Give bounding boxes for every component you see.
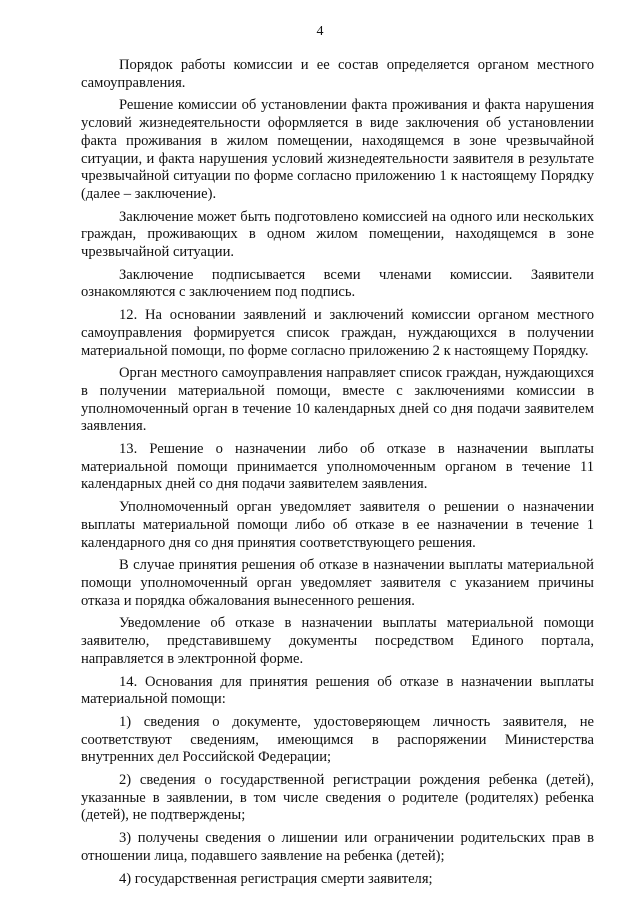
document-body [81, 57, 594, 893]
paragraph-electronic-notice: Уведомление об отказе в назначении выплаты материальной помощи заявителю, представившему документы посредством Единого портала, направляется в электронной форме. [81, 615, 594, 667]
paragraph-commission-procedure: Порядок работы комиссии и ее состав определяется органом местного самоуправления. [81, 57, 594, 91]
paragraph-item-12: 12. На основании заявлений и заключений комиссии органом местного самоуправления формируется список граждан, нуждающихся в получении материальной помощи, по форме согласно приложению 2 к настоящему Порядку. [81, 307, 594, 359]
list-item-1: 1) сведения о документе, удостоверяющем личность заявителя, не соответствуют сведениям, имеющимся в распоряжении Министерства внутренних дел Российской Федерации; [81, 713, 594, 766]
paragraph-item-13: 13. Решение о назначении либо об отказе в назначении выплаты материальной помощи принимается уполномоченным органом в течение 11 календарных дней со дня подачи заявителем заявления. [81, 441, 594, 493]
paragraph-commission-decision: Решение комиссии об установлении факта проживания и факта нарушения условий жизнедеятельности оформляется в виде заключения об установлении факта проживания в жилом помещении, находящемся в зоне чрезвычайной ситуации, и факта нарушения условий жизнедеятельности заявителя в результате чрезвычайной ситуации по форме согласно приложению 1 к настоящему Порядку (далее – заключение). [81, 97, 594, 202]
list-item-3: 3) получены сведения о лишении или ограничении родительских прав в отношении лица, подавшего заявление на ребенка (детей); [81, 830, 594, 864]
paragraph-refusal-notice: В случае принятия решения об отказе в назначении выплаты материальной помощи уполномоченный орган уведомляет заявителя с указанием причины отказа и порядка обжалования вынесенного решения. [81, 557, 594, 609]
page-number: 4 [316, 24, 324, 39]
paragraph-notification: Уполномоченный орган уведомляет заявителя о решении о назначении выплаты материальной помощи либо об отказе в ее назначении в течение 1 календарного дня со дня принятия соответствующего решения. [81, 499, 594, 551]
paragraph-conclusion-preparation: Заключение может быть подготовлено комиссией на одного или нескольких граждан, проживающих в одном жилом помещении, находящемся в зоне чрезвычайной ситуации. [81, 208, 594, 261]
paragraph-list-submission: Орган местного самоуправления направляет список граждан, нуждающихся в получении материальной помощи, вместе с заключениями комиссии в уполномоченный орган в течение 10 календарных дней со дня подачи заявителем заявления. [81, 365, 594, 435]
list-item-2: 2) сведения о государственной регистрации рождения ребенка (детей), указанные в заявлении, в том числе сведения о родителе (родителях) ребенка (детей), не подтверждены; [81, 772, 594, 824]
paragraph-item-14: 14. Основания для принятия решения об отказе в назначении выплаты материальной помощи: [81, 673, 594, 708]
list-item-4: 4) государственная регистрация смерти заявителя; [119, 870, 433, 887]
paragraph-conclusion-signing: Заключение подписывается всеми членами комиссии. Заявители ознакомляются с заключением под подпись. [81, 266, 594, 301]
